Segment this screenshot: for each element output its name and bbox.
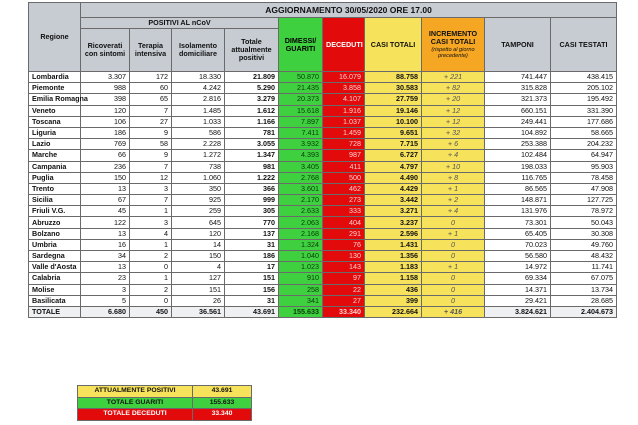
- table-row: [29, 228, 617, 239]
- cell-regione: Marche: [29, 150, 81, 161]
- cell-tamponi: 253.388: [485, 139, 551, 150]
- cell-incremento: + 1: [422, 262, 485, 273]
- cell-isolamento: 150: [172, 251, 225, 262]
- covid-report: [28, 2, 616, 418]
- cell-totale: 31: [225, 295, 279, 306]
- cell-deceduti: 1.459: [323, 127, 365, 138]
- table-row: [29, 127, 617, 138]
- cell-ricoverati: 398: [81, 94, 130, 105]
- cell-regione: Veneto: [29, 105, 81, 116]
- cell-casi: 1.431: [365, 239, 422, 250]
- cell-incremento: + 4: [422, 150, 485, 161]
- cell-deceduti: 33.340: [323, 306, 365, 317]
- cell-isolamento: 586: [172, 127, 225, 138]
- cell-tamponi: 14.972: [485, 262, 551, 273]
- table-row: [29, 295, 617, 306]
- cell-tamponi: 65.405: [485, 228, 551, 239]
- cell-incremento: 0: [422, 217, 485, 228]
- cell-regione: Campania: [29, 161, 81, 172]
- cell-ricoverati: 67: [81, 195, 130, 206]
- cell-dimessi: 1.023: [279, 262, 323, 273]
- cell-isolamento: 1.060: [172, 172, 225, 183]
- cell-isolamento: 925: [172, 195, 225, 206]
- cell-casi: 436: [365, 284, 422, 295]
- cell-testati: 58.665: [551, 127, 617, 138]
- cell-ricoverati: 45: [81, 206, 130, 217]
- cell-deceduti: 1.916: [323, 105, 365, 116]
- cell-dimessi: 155.633: [279, 306, 323, 317]
- cell-ricoverati: 988: [81, 83, 130, 94]
- cell-testati: 47.908: [551, 183, 617, 194]
- cell-deceduti: 728: [323, 139, 365, 150]
- cell-incremento: 0: [422, 251, 485, 262]
- cell-casi: 4.429: [365, 183, 422, 194]
- header-isolamento: Isolamento domiciliare: [172, 29, 225, 72]
- cell-isolamento: 36.561: [172, 306, 225, 317]
- cell-regione: Emilia Romagna: [29, 94, 81, 105]
- table-row: [29, 116, 617, 127]
- cell-casi: 2.596: [365, 228, 422, 239]
- cell-totale: 781: [225, 127, 279, 138]
- cell-isolamento: 645: [172, 217, 225, 228]
- cell-tamponi: 741.447: [485, 72, 551, 83]
- cell-incremento: + 4: [422, 206, 485, 217]
- cell-tamponi: 29.421: [485, 295, 551, 306]
- cell-deceduti: 130: [323, 251, 365, 262]
- cell-ricoverati: 16: [81, 239, 130, 250]
- cell-deceduti: 291: [323, 228, 365, 239]
- cell-tamponi: 116.765: [485, 172, 551, 183]
- cell-dimessi: 2.768: [279, 172, 323, 183]
- cell-incremento: 0: [422, 273, 485, 284]
- cell-incremento: + 6: [422, 139, 485, 150]
- cell-incremento: + 10: [422, 161, 485, 172]
- cell-tamponi: 249.441: [485, 116, 551, 127]
- cell-regione: Basilicata: [29, 295, 81, 306]
- cell-isolamento: 127: [172, 273, 225, 284]
- cell-ricoverati: 6.680: [81, 306, 130, 317]
- cell-terapia: 0: [130, 262, 172, 273]
- cell-ricoverati: 66: [81, 150, 130, 161]
- cell-dimessi: 258: [279, 284, 323, 295]
- cell-isolamento: 4.242: [172, 83, 225, 94]
- header-incremento: [422, 18, 485, 72]
- cell-testati: 11.741: [551, 262, 617, 273]
- cell-casi: 1.183: [365, 262, 422, 273]
- cell-incremento: 0: [422, 295, 485, 306]
- cell-dimessi: 2.170: [279, 195, 323, 206]
- cell-totale: 770: [225, 217, 279, 228]
- cell-isolamento: 14: [172, 239, 225, 250]
- cell-regione: Lazio: [29, 139, 81, 150]
- cell-dimessi: 20.373: [279, 94, 323, 105]
- cell-totale: 137: [225, 228, 279, 239]
- cell-regione: Valle d'Aosta: [29, 262, 81, 273]
- cell-totale: 17: [225, 262, 279, 273]
- cell-totale: 186: [225, 251, 279, 262]
- cell-casi: 1.356: [365, 251, 422, 262]
- cell-incremento: + 12: [422, 116, 485, 127]
- cell-totale: 1.612: [225, 105, 279, 116]
- cell-isolamento: 120: [172, 228, 225, 239]
- cell-testati: 50.043: [551, 217, 617, 228]
- cell-terapia: 7: [130, 161, 172, 172]
- cell-terapia: 450: [130, 306, 172, 317]
- cell-incremento: 0: [422, 284, 485, 295]
- cell-testati: 64.947: [551, 150, 617, 161]
- cell-totale: 3.279: [225, 94, 279, 105]
- cell-dimessi: 4.393: [279, 150, 323, 161]
- cell-terapia: 3: [130, 183, 172, 194]
- cell-casi: 7.715: [365, 139, 422, 150]
- cell-dimessi: 341: [279, 295, 323, 306]
- cell-dimessi: 2.633: [279, 206, 323, 217]
- cell-testati: 2.404.673: [551, 306, 617, 317]
- cell-testati: 195.492: [551, 94, 617, 105]
- cell-tamponi: 198.033: [485, 161, 551, 172]
- cell-regione: Friuli V.G.: [29, 206, 81, 217]
- table-row: [29, 161, 617, 172]
- cell-ricoverati: 150: [81, 172, 130, 183]
- cell-tamponi: 73.301: [485, 217, 551, 228]
- table-row: [29, 172, 617, 183]
- cell-dimessi: 3.405: [279, 161, 323, 172]
- cell-testati: 30.308: [551, 228, 617, 239]
- cell-regione: Lombardia: [29, 72, 81, 83]
- cell-ricoverati: 3.307: [81, 72, 130, 83]
- cell-totale: 1.222: [225, 172, 279, 183]
- cell-totale: 31: [225, 239, 279, 250]
- cell-testati: 49.760: [551, 239, 617, 250]
- cell-terapia: 12: [130, 172, 172, 183]
- cell-regione: TOTALE: [29, 306, 81, 317]
- cell-casi: 6.727: [365, 150, 422, 161]
- cell-deceduti: 27: [323, 295, 365, 306]
- cell-incremento: 0: [422, 239, 485, 250]
- table-row: [29, 72, 617, 83]
- legend-value: 43.691: [193, 386, 252, 398]
- cell-totale: 366: [225, 183, 279, 194]
- cell-casi: 19.146: [365, 105, 422, 116]
- header-casi-testati: CASI TESTATI: [551, 18, 617, 72]
- cell-tamponi: 660.151: [485, 105, 551, 116]
- cell-terapia: 1: [130, 239, 172, 250]
- legend-label: TOTALE DECEDUTI: [78, 409, 193, 421]
- cell-regione: Abruzzo: [29, 217, 81, 228]
- cell-dimessi: 7.411: [279, 127, 323, 138]
- legend-value: 33.340: [193, 409, 252, 421]
- cell-tamponi: 14.371: [485, 284, 551, 295]
- cell-tamponi: 321.373: [485, 94, 551, 105]
- cell-dimessi: 910: [279, 273, 323, 284]
- cell-incremento: + 32: [422, 127, 485, 138]
- cell-casi: 399: [365, 295, 422, 306]
- cell-casi: 4.797: [365, 161, 422, 172]
- header-incremento-label: INCREMENTO CASI TOTALI: [428, 28, 478, 46]
- cell-casi: 88.758: [365, 72, 422, 83]
- cell-incremento: + 12: [422, 105, 485, 116]
- cell-tamponi: 70.023: [485, 239, 551, 250]
- cell-dimessi: 2.168: [279, 228, 323, 239]
- cell-terapia: 9: [130, 150, 172, 161]
- cell-ricoverati: 23: [81, 273, 130, 284]
- cell-terapia: 1: [130, 273, 172, 284]
- table-row: [29, 262, 617, 273]
- header-positivi-group: POSITIVI AL nCoV: [81, 18, 279, 29]
- cell-ricoverati: 769: [81, 139, 130, 150]
- header-dimessi: DIMESSI/ GUARITI: [279, 18, 323, 72]
- cell-isolamento: 1.485: [172, 105, 225, 116]
- cell-testati: 78.458: [551, 172, 617, 183]
- cell-testati: 78.972: [551, 206, 617, 217]
- legend-row-positivi: [78, 386, 252, 398]
- cell-totale: 5.290: [225, 83, 279, 94]
- table-row: [29, 217, 617, 228]
- cell-totale: 1.347: [225, 150, 279, 161]
- cell-regione: Puglia: [29, 172, 81, 183]
- cell-totale: 999: [225, 195, 279, 206]
- table-row: [29, 105, 617, 116]
- cell-tamponi: 56.580: [485, 251, 551, 262]
- cell-dimessi: 1.040: [279, 251, 323, 262]
- cell-casi: 10.100: [365, 116, 422, 127]
- header-tamponi: TAMPONI: [485, 18, 551, 72]
- cell-deceduti: 143: [323, 262, 365, 273]
- table-row: [29, 139, 617, 150]
- table-row: [29, 251, 617, 262]
- cell-casi: 3.237: [365, 217, 422, 228]
- legend-value: 155.633: [193, 397, 252, 409]
- cell-totale: 43.691: [225, 306, 279, 317]
- cell-tamponi: 148.871: [485, 195, 551, 206]
- cell-terapia: 172: [130, 72, 172, 83]
- cell-deceduti: 16.079: [323, 72, 365, 83]
- cell-incremento: + 8: [422, 172, 485, 183]
- cell-ricoverati: 34: [81, 251, 130, 262]
- cell-incremento: + 1: [422, 228, 485, 239]
- table-row: [29, 94, 617, 105]
- cell-terapia: 1: [130, 206, 172, 217]
- cell-isolamento: 1.272: [172, 150, 225, 161]
- cell-ricoverati: 13: [81, 228, 130, 239]
- cell-dimessi: 3.932: [279, 139, 323, 150]
- header-totale-positivi: Totale attualmente positivi: [225, 29, 279, 72]
- cell-totale: 305: [225, 206, 279, 217]
- cell-isolamento: 2.228: [172, 139, 225, 150]
- cell-tamponi: 104.892: [485, 127, 551, 138]
- cell-incremento: + 2: [422, 195, 485, 206]
- cell-casi: 30.583: [365, 83, 422, 94]
- cell-regione: Umbria: [29, 239, 81, 250]
- header-casi-totali: CASI TOTALI: [365, 18, 422, 72]
- table-row: [29, 206, 617, 217]
- cell-isolamento: 2.816: [172, 94, 225, 105]
- cell-ricoverati: 106: [81, 116, 130, 127]
- cell-terapia: 9: [130, 127, 172, 138]
- cell-deceduti: 1.037: [323, 116, 365, 127]
- cell-testati: 204.232: [551, 139, 617, 150]
- cell-casi: 27.759: [365, 94, 422, 105]
- cell-isolamento: 26: [172, 295, 225, 306]
- cell-casi: 3.271: [365, 206, 422, 217]
- table-row: [29, 183, 617, 194]
- cell-dimessi: 3.601: [279, 183, 323, 194]
- cell-terapia: 2: [130, 284, 172, 295]
- cell-deceduti: 22: [323, 284, 365, 295]
- cell-terapia: 58: [130, 139, 172, 150]
- cell-dimessi: 7.897: [279, 116, 323, 127]
- cell-casi: 9.651: [365, 127, 422, 138]
- legend-label: TOTALE GUARITI: [78, 397, 193, 409]
- cell-regione: Liguria: [29, 127, 81, 138]
- cell-ricoverati: 5: [81, 295, 130, 306]
- cell-deceduti: 987: [323, 150, 365, 161]
- cell-terapia: 7: [130, 105, 172, 116]
- cell-deceduti: 500: [323, 172, 365, 183]
- cell-totale: 156: [225, 284, 279, 295]
- report-title: AGGIORNAMENTO 30/05/2020 ORE 17.00: [81, 3, 617, 18]
- cell-terapia: 0: [130, 295, 172, 306]
- cell-terapia: 4: [130, 228, 172, 239]
- legend-label: ATTUALMENTE POSITIVI: [78, 386, 193, 398]
- cell-deceduti: 3.858: [323, 83, 365, 94]
- cell-testati: 48.432: [551, 251, 617, 262]
- cell-deceduti: 97: [323, 273, 365, 284]
- cell-casi: 4.490: [365, 172, 422, 183]
- header-terapia: Terapia intensiva: [130, 29, 172, 72]
- cell-isolamento: 738: [172, 161, 225, 172]
- cell-tamponi: 315.828: [485, 83, 551, 94]
- cell-incremento: + 1: [422, 183, 485, 194]
- cell-deceduti: 462: [323, 183, 365, 194]
- cell-terapia: 60: [130, 83, 172, 94]
- cell-testati: 95.903: [551, 161, 617, 172]
- cell-testati: 67.075: [551, 273, 617, 284]
- table-row: [29, 195, 617, 206]
- cell-terapia: 65: [130, 94, 172, 105]
- cell-testati: 28.685: [551, 295, 617, 306]
- cell-tamponi: 69.334: [485, 273, 551, 284]
- cell-dimessi: 1.324: [279, 239, 323, 250]
- table-row: [29, 239, 617, 250]
- cell-regione: Piemonte: [29, 83, 81, 94]
- cell-deceduti: 273: [323, 195, 365, 206]
- cell-deceduti: 76: [323, 239, 365, 250]
- cell-regione: Toscana: [29, 116, 81, 127]
- cell-terapia: 7: [130, 195, 172, 206]
- legend-row-deceduti: [78, 409, 252, 421]
- cell-tamponi: 131.976: [485, 206, 551, 217]
- cell-dimessi: 21.435: [279, 83, 323, 94]
- cell-deceduti: 404: [323, 217, 365, 228]
- table-row: [29, 83, 617, 94]
- table-body: [29, 72, 617, 318]
- cell-testati: 13.734: [551, 284, 617, 295]
- table-row: [29, 273, 617, 284]
- cell-casi: 1.158: [365, 273, 422, 284]
- header-regione: Regione: [29, 3, 81, 72]
- cell-ricoverati: 13: [81, 262, 130, 273]
- header-deceduti: DECEDUTI: [323, 18, 365, 72]
- cell-ricoverati: 236: [81, 161, 130, 172]
- legend: [77, 385, 252, 421]
- cell-incremento: + 416: [422, 306, 485, 317]
- cell-testati: 331.390: [551, 105, 617, 116]
- cell-tamponi: 86.565: [485, 183, 551, 194]
- cell-totale: 151: [225, 273, 279, 284]
- cell-totale: 1.166: [225, 116, 279, 127]
- cell-isolamento: 4: [172, 262, 225, 273]
- cell-incremento: + 82: [422, 83, 485, 94]
- covid-table: [28, 2, 617, 318]
- cell-ricoverati: 3: [81, 284, 130, 295]
- cell-testati: 205.102: [551, 83, 617, 94]
- cell-dimessi: 50.870: [279, 72, 323, 83]
- cell-incremento: + 20: [422, 94, 485, 105]
- header-ricoverati: Ricoverati con sintomi: [81, 29, 130, 72]
- cell-isolamento: 350: [172, 183, 225, 194]
- table-row: [29, 284, 617, 295]
- cell-ricoverati: 122: [81, 217, 130, 228]
- cell-testati: 127.725: [551, 195, 617, 206]
- cell-testati: 438.415: [551, 72, 617, 83]
- cell-casi: 3.442: [365, 195, 422, 206]
- cell-terapia: 2: [130, 251, 172, 262]
- cell-totale: 3.055: [225, 139, 279, 150]
- cell-terapia: 3: [130, 217, 172, 228]
- cell-regione: Bolzano: [29, 228, 81, 239]
- cell-incremento: + 221: [422, 72, 485, 83]
- cell-regione: Trento: [29, 183, 81, 194]
- cell-regione: Molise: [29, 284, 81, 295]
- cell-isolamento: 1.033: [172, 116, 225, 127]
- cell-tamponi: 102.484: [485, 150, 551, 161]
- cell-casi: 232.664: [365, 306, 422, 317]
- cell-tamponi: 3.824.621: [485, 306, 551, 317]
- cell-regione: Calabria: [29, 273, 81, 284]
- total-row: [29, 306, 617, 317]
- cell-deceduti: 333: [323, 206, 365, 217]
- cell-testati: 177.686: [551, 116, 617, 127]
- legend-row-guariti: [78, 397, 252, 409]
- cell-regione: Sardegna: [29, 251, 81, 262]
- cell-deceduti: 411: [323, 161, 365, 172]
- cell-totale: 21.809: [225, 72, 279, 83]
- cell-isolamento: 259: [172, 206, 225, 217]
- cell-dimessi: 15.618: [279, 105, 323, 116]
- cell-isolamento: 18.330: [172, 72, 225, 83]
- table-row: [29, 150, 617, 161]
- cell-totale: 981: [225, 161, 279, 172]
- cell-isolamento: 151: [172, 284, 225, 295]
- header-incremento-note: (rispetto al giorno precedente): [431, 46, 475, 59]
- cell-ricoverati: 13: [81, 183, 130, 194]
- cell-terapia: 27: [130, 116, 172, 127]
- cell-dimessi: 2.063: [279, 217, 323, 228]
- cell-ricoverati: 186: [81, 127, 130, 138]
- cell-deceduti: 4.107: [323, 94, 365, 105]
- cell-regione: Sicilia: [29, 195, 81, 206]
- cell-ricoverati: 120: [81, 105, 130, 116]
